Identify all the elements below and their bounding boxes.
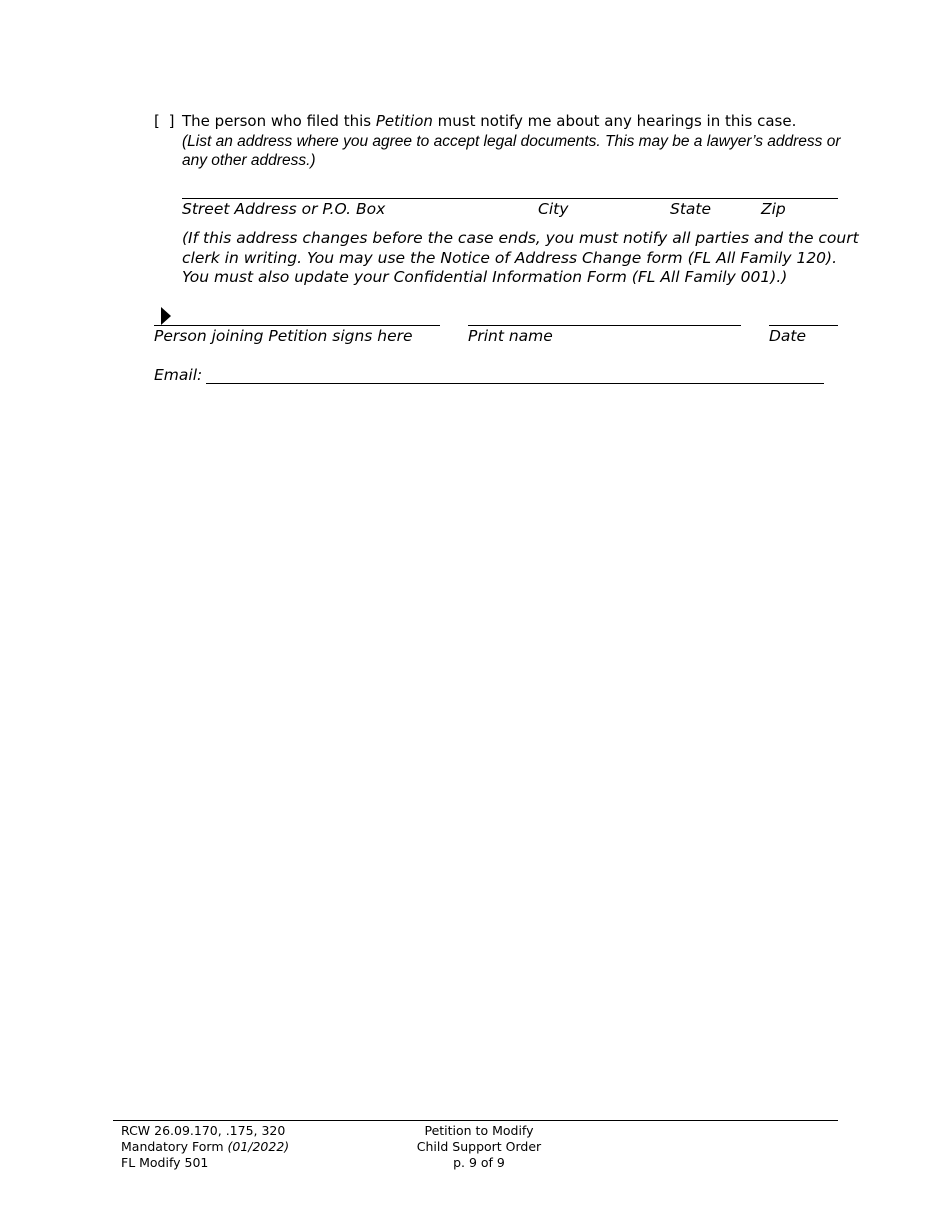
footer-rcw: RCW 26.09.170, .175, 320 [121,1123,286,1138]
email-field-line[interactable] [206,383,824,384]
notice-petition-word: Petition [375,112,433,130]
footer-form-date: (01/2022) [227,1139,290,1154]
footer-page-number: p. 9 of 9 [453,1155,505,1170]
notice-statement-part1: The person who filed this [182,112,376,130]
street-label: Street Address or P.O. Box [182,200,386,218]
footer-form-type-label: Mandatory Form [121,1139,228,1154]
signature-line[interactable] [154,325,440,326]
address-instruction: (List an address where you agree to accept legal documents. This may be a lawyer’s address or any other address.) [182,133,841,169]
footer-form-number: FL Modify 501 [121,1155,209,1170]
notice-statement [182,112,796,130]
email-label: Email: [154,366,203,384]
footer-left [121,1123,289,1171]
notice-checkbox[interactable]: [ ] [154,112,177,130]
notice-statement-part2: must notify me about any hearings in this case. [432,112,797,130]
footer-center [389,1123,569,1171]
sign-here-arrow-icon [160,306,172,326]
footer-form-type [121,1139,289,1155]
footer-title-line2: Child Support Order [416,1139,542,1154]
address-field-line[interactable] [182,198,838,199]
date-line[interactable] [769,325,838,326]
print-name-label: Print name [468,327,553,345]
zip-label: Zip [761,200,786,218]
signer-label: Person joining Petition signs here [154,327,413,345]
state-label: State [670,200,712,218]
date-label: Date [769,327,807,345]
footer-divider [113,1120,838,1121]
print-name-line[interactable] [468,325,741,326]
address-change-note: (If this address changes before the case ends, you must notify all parties and the court clerk in writing. You may use the Notice of Address Change form (FL All Family 120). You must also update your Confidential Information Form (FL All Family 001).) [182,229,859,286]
footer-title-line1: Petition to Modify [424,1123,534,1138]
city-label: City [538,200,569,218]
